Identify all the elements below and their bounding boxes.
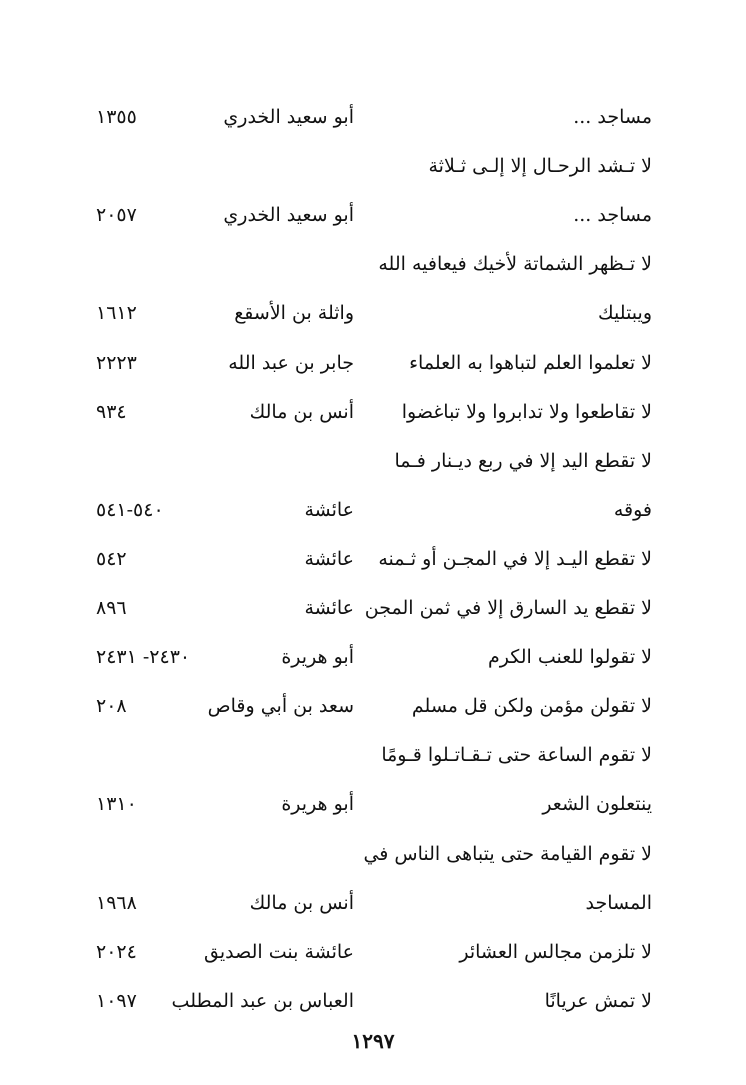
narrator-name: عائشة — [304, 597, 354, 619]
hadith-number: ١٦١٢ — [96, 302, 137, 325]
hadith-number: ٢٠٥٧ — [96, 204, 137, 227]
index-entry — [0, 441, 746, 481]
hadith-number: ١٩٦٨ — [96, 891, 137, 914]
hadith-text: لا تلزمن مجالس العشائر — [459, 940, 652, 963]
index-entry — [0, 735, 746, 775]
hadith-number: ٥٤٠-٥٤١ — [96, 498, 164, 521]
narrator-name: العباس بن عبد المطلب — [171, 989, 354, 1012]
hadith-text: لا تقطع يد السارق إلا في ثمن المجن — [364, 597, 652, 619]
index-entry — [0, 883, 746, 923]
index-entry — [0, 686, 746, 726]
hadith-text: فوقه — [613, 498, 652, 521]
hadith-text: ويبتليك — [598, 302, 652, 325]
hadith-number: ٩٣٤ — [96, 400, 127, 423]
narrator-name: جابر بن عبد الله — [228, 351, 354, 374]
index-entry — [0, 392, 746, 432]
hadith-text: لا تـظهر الشماتة لأخيك فيعافيه الله — [378, 253, 652, 276]
narrator-name: عائشة — [304, 498, 354, 521]
hadith-text: لا تعلموا العلم لتباهوا به العلماء — [409, 351, 652, 374]
narrator-name: سعد بن أبي وقاص — [207, 695, 354, 718]
index-entry — [0, 490, 746, 530]
narrator-name: أبو هريرة — [281, 646, 354, 669]
narrator-name: أبو سعيد الخدري — [223, 106, 354, 128]
hadith-text: المساجد — [585, 891, 652, 914]
narrator-name: أنس بن مالك — [249, 400, 354, 423]
hadith-text: مساجد ... — [573, 204, 652, 227]
index-entry — [0, 343, 746, 383]
hadith-number: ٥٤٢ — [96, 547, 127, 570]
index-entry — [0, 588, 746, 628]
index-entry — [0, 932, 746, 972]
index-entry — [0, 97, 746, 137]
hadith-text: لا تقوم القيامة حتى يتباهى الناس في — [363, 842, 652, 865]
index-entry — [0, 834, 746, 874]
hadith-text: لا تقولوا للعنب الكرم — [488, 646, 652, 669]
hadith-number: ٢٢٢٣ — [96, 351, 137, 374]
index-entry — [0, 244, 746, 284]
hadith-number: ٢٠٢٤ — [96, 940, 137, 963]
index-entry — [0, 293, 746, 333]
hadith-text: لا تمش عريانًا — [544, 989, 652, 1012]
hadith-text: ينتعلون الشعر — [542, 793, 652, 816]
hadith-number: ١٣١٠ — [96, 793, 137, 816]
index-entry — [0, 981, 746, 1021]
index-entry — [0, 195, 746, 235]
index-entry — [0, 146, 746, 186]
hadith-text: لا تقولن مؤمن ولكن قل مسلم — [411, 695, 652, 718]
hadith-number: ١٣٥٥ — [96, 106, 137, 128]
narrator-name: أبو هريرة — [281, 793, 354, 816]
hadith-number: ٢٠٨ — [96, 695, 127, 718]
hadith-number: ٢٤٣٠- ٢٤٣١ — [96, 646, 191, 669]
hadith-text: لا تـشد الرحـال إلا إلـى ثـلاثة — [428, 155, 652, 178]
hadith-text: لا تقطع اليد إلا في ربع ديـنار فـما — [394, 449, 652, 472]
hadith-text: لا تقطع اليـد إلا في المجـن أو ثـمنه — [378, 547, 652, 570]
hadith-text: لا تقوم الساعة حتى تـقـاتـلوا قـومًا — [381, 744, 652, 767]
index-entry — [0, 637, 746, 677]
narrator-name: عائشة بنت الصديق — [204, 940, 354, 963]
hadith-number: ١٠٩٧ — [96, 989, 137, 1012]
narrator-name: عائشة — [304, 547, 354, 570]
index-entry — [0, 539, 746, 579]
narrator-name: أنس بن مالك — [249, 891, 354, 914]
hadith-text: مساجد ... — [573, 106, 652, 128]
index-entry — [0, 784, 746, 824]
narrator-name: واثلة بن الأسقع — [234, 302, 354, 325]
page-number: ١٢٩٧ — [351, 1029, 395, 1053]
hadith-text: لا تقاطعوا ولا تدابروا ولا تباغضوا — [401, 400, 652, 423]
narrator-name: أبو سعيد الخدري — [223, 204, 354, 227]
hadith-number: ٨٩٦ — [96, 597, 127, 619]
